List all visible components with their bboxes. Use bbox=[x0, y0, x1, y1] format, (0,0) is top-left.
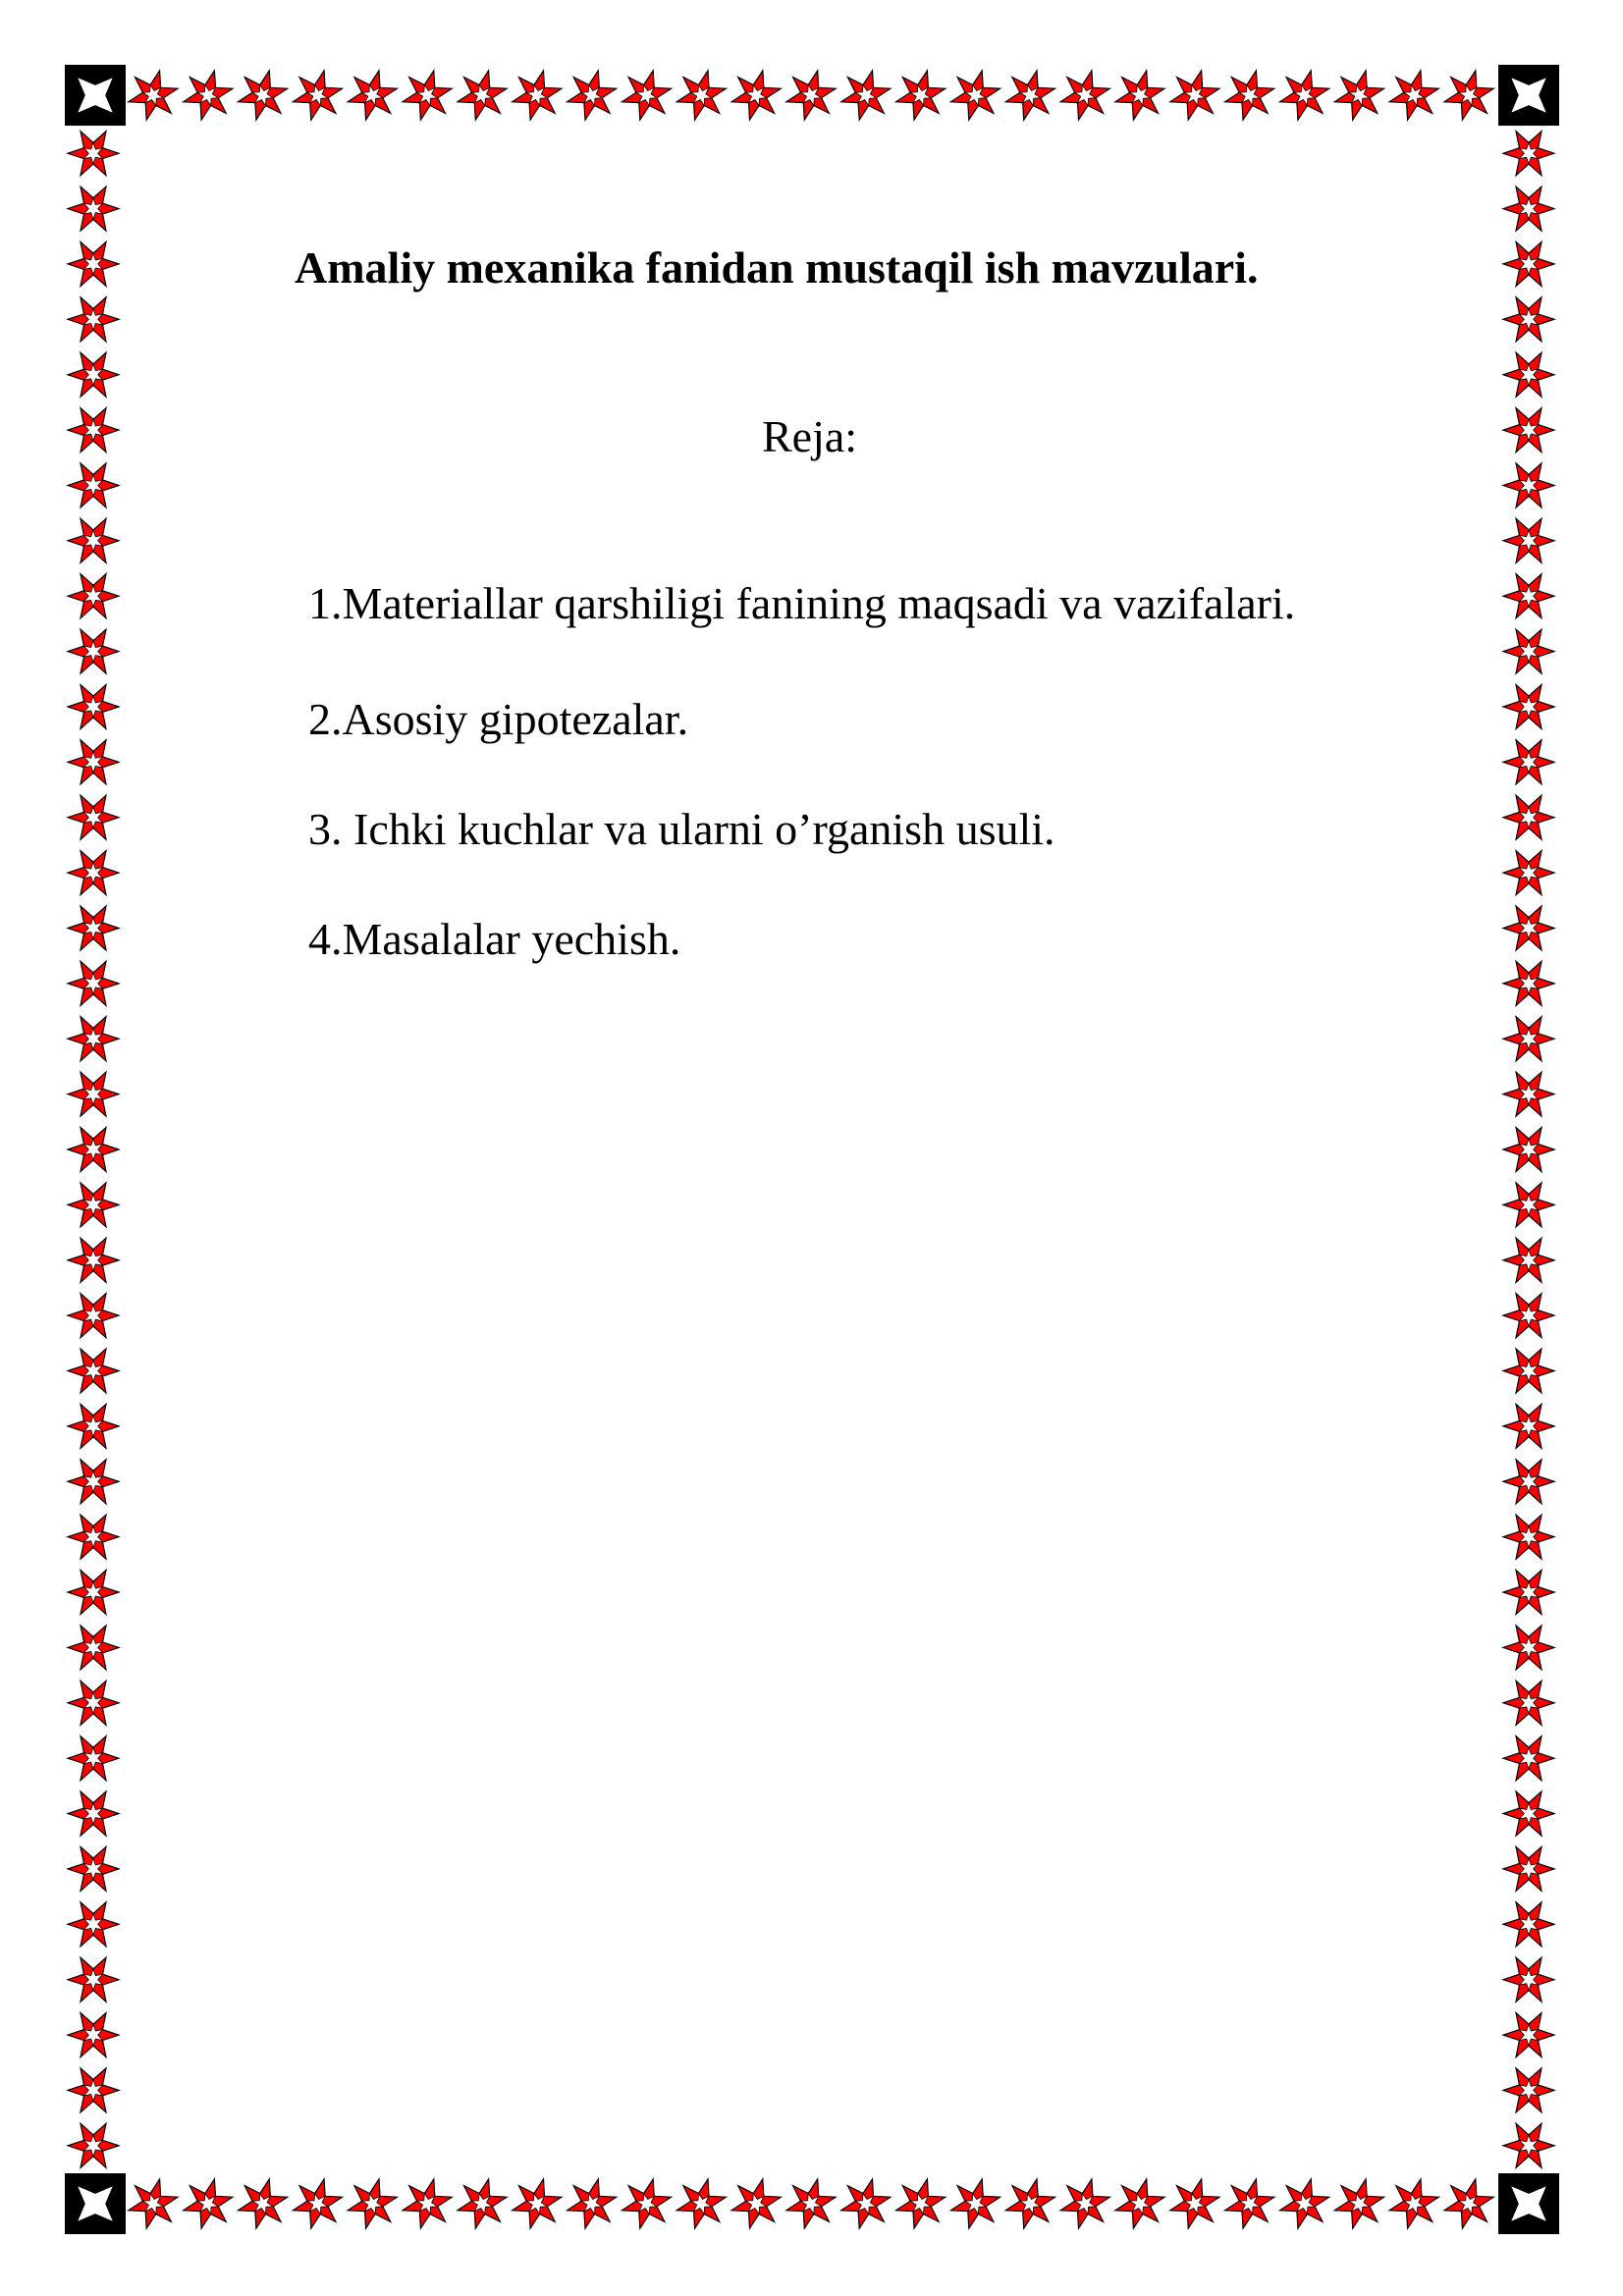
plan-item: 3. Ichki kuchlar va ularni o’rganish usuli. bbox=[308, 804, 1055, 854]
plan-item: 2.Asosiy gipotezalar. bbox=[308, 694, 689, 744]
corner-star-icon bbox=[1498, 65, 1559, 126]
plan-item: 1.Materiallar qarshiligi fanining maqsadi va vazifalari. bbox=[308, 578, 1296, 628]
plan-item: 4.Masalalar yechish. bbox=[308, 914, 681, 964]
corner-star-icon bbox=[65, 65, 126, 126]
plan-heading: Reja: bbox=[762, 411, 858, 461]
document-title: Amaliy mexanika fanidan mustaqil ish mavzulari. bbox=[295, 242, 1259, 293]
corner-star-icon bbox=[65, 2173, 126, 2234]
red-star-icon-row bbox=[126, 2173, 1496, 2234]
red-star-icon-row bbox=[1498, 126, 1559, 2173]
border-top-stars bbox=[126, 65, 1496, 126]
border-left-stars bbox=[63, 126, 124, 2173]
corner-star-icon bbox=[1498, 2173, 1559, 2234]
border-bottom-stars bbox=[126, 2173, 1496, 2234]
red-star-icon-row bbox=[63, 126, 124, 2173]
red-star-icon-row bbox=[126, 65, 1496, 126]
border-right-stars bbox=[1498, 126, 1559, 2173]
